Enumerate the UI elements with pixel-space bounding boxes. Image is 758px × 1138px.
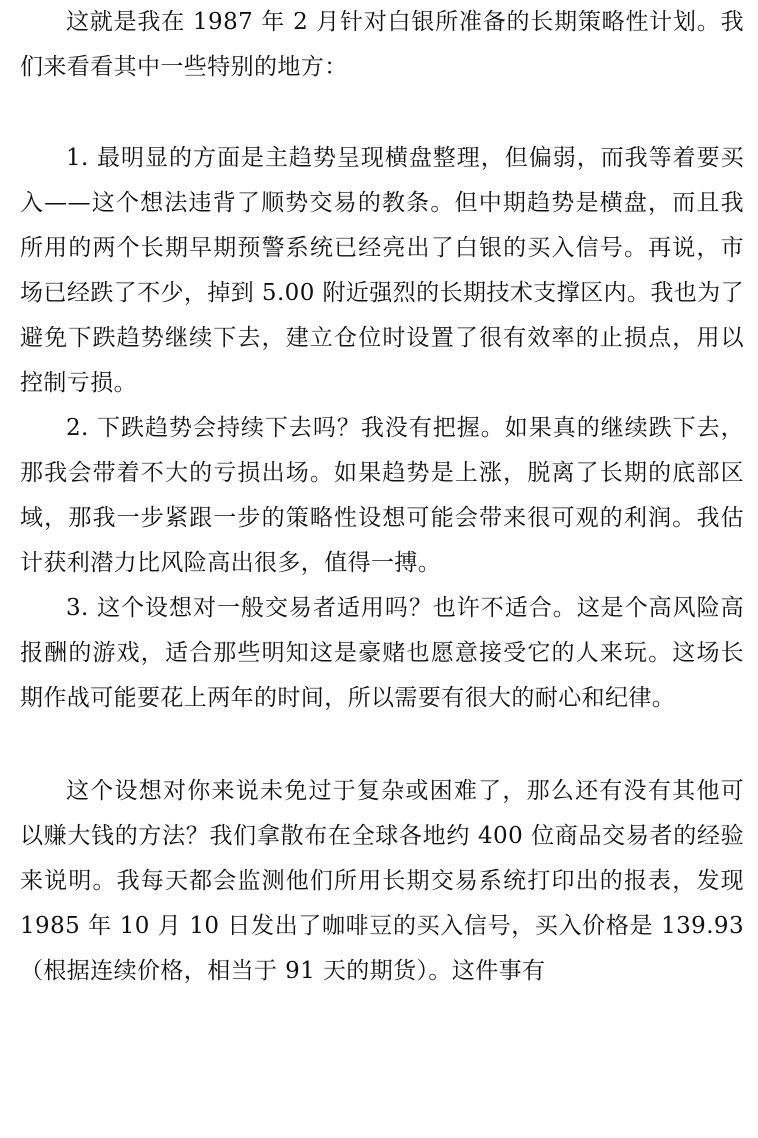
paragraph-intro: 这就是我在 1987 年 2 月针对白银所准备的长期策略性计划。我们来看看其中一些特别的地方： [20, 9, 744, 80]
paragraph-point-3: 3. 这个设想对一般交易者适用吗？也许不适合。这是个高风险高报酬的游戏，适合那些明知这是豪赌也愿意接受它的人来玩。这场长期作战可能要花上两年的时间，所以需要有很大的耐心和纪律。 [20, 595, 744, 711]
paragraph-coffee-example: 这个设想对你来说未免过于复杂或困难了，那么还有没有其他可以赚大钱的方法？我们拿散布在全球各地约 400 位商品交易者的经验来说明。我每天都会监测他们所用长期交易系统打印出的报表，发现 1985 年 10 月 10 日发出了咖啡豆的买入信号，买入价格是 139.93（根据连续价格，相当于 91 天的期货）。这件事有 [20, 778, 744, 984]
paragraph-point-2: 2. 下跌趋势会持续下去吗？我没有把握。如果真的继续跌下去，那我会带着不大的亏损出场。如果趋势是上涨，脱离了长期的底部区域，那我一步紧跟一步的策略性设想可能会带来很可观的利润。我估计获利潜力比风险高出很多，值得一搏。 [20, 415, 744, 576]
paragraph-point-1: 1. 最明显的方面是主趋势呈现横盘整理，但偏弱，而我等着要买入——这个想法违背了顺势交易的教条。但中期趋势是横盘，而且我所用的两个长期早期预警系统已经亮出了白银的买入信号。再说，市场已经跌了不少，掉到 5.00 附近强烈的长期技术支撑区内。我也为了避免下跌趋势继续下去，建立仓位时设置了很有效率的止损点，用以控制亏损。 [20, 145, 744, 396]
